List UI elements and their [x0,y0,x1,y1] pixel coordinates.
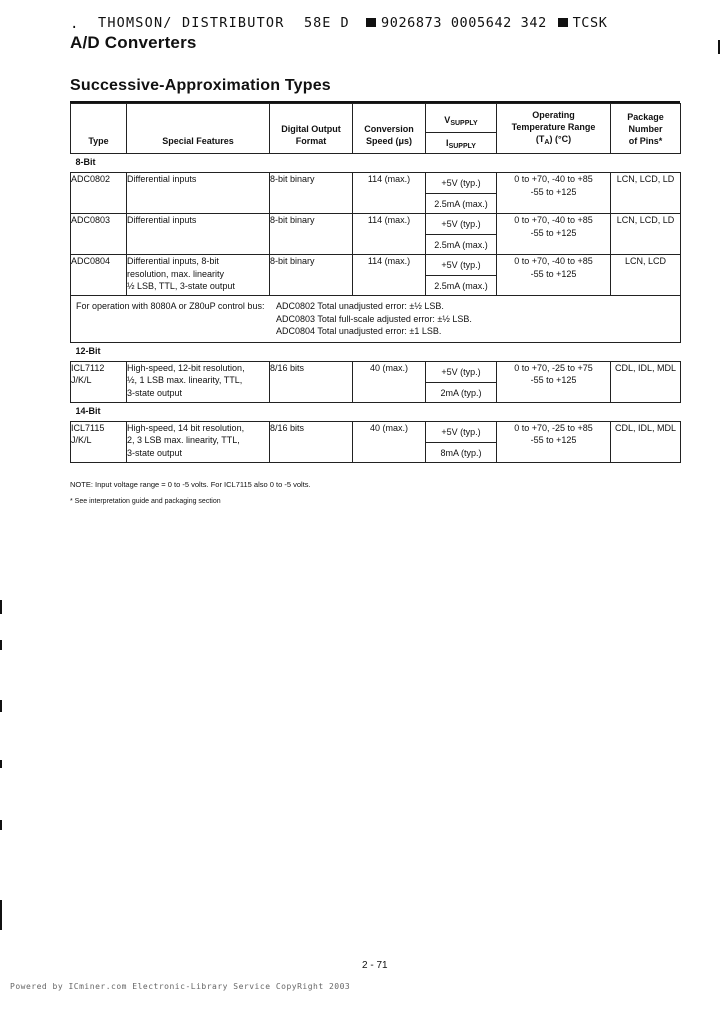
adc-spec-table [70,103,681,463]
cell-format: 8-bit binary [270,214,353,255]
scan-edge-mark [0,700,2,712]
group-row-8bit: 8-Bit [71,154,681,173]
cell-supply: +5V (typ.) 2.5mA (max.) [426,173,497,214]
col-format: Digital Output Format [270,104,353,154]
scan-edge-mark [0,600,2,614]
header-code: 58E D [304,15,350,31]
col-type: Type [71,104,127,154]
cell-package: LCN, LCD, LD [611,214,681,255]
page-subtitle: Successive-Approximation Types [70,77,331,94]
col-package: Package Number of Pins* [611,104,681,154]
cell-features: Differential inputs [127,173,270,214]
table-row [71,214,681,255]
cell-speed: 40 (max.) [353,421,426,462]
table-header-row [71,104,681,154]
scan-edge-mark [0,640,2,650]
cell-speed: 114 (max.) [353,173,426,214]
header-barcode [366,15,607,31]
cell-type: ICL7112 J/K/L [71,361,127,402]
cell-package: CDL, IDL, MDL [611,361,681,402]
col-features: Special Features [127,104,270,154]
cell-speed: 40 (max.) [353,361,426,402]
table-row [71,255,681,296]
cell-supply: +5V (typ.) 2.5mA (max.) [426,214,497,255]
cell-type: ADC0803 [71,214,127,255]
cell-features: High-speed, 14 bit resolution, 2, 3 LSB max. linearity, TTL, 3-state output [127,421,270,462]
cell-supply: +5V (typ.) 8mA (typ.) [426,421,497,462]
col-speed: Conversion Speed (μs) [353,104,426,154]
cell-format: 8/16 bits [270,421,353,462]
table-row [71,361,681,402]
group-row-14bit: 14-Bit [71,402,681,421]
cell-supply: +5V (typ.) 2.5mA (max.) [426,255,497,296]
cell-format: 8-bit binary [270,173,353,214]
cell-supply: +5V (typ.) 2mA (typ.) [426,361,497,402]
black-square-icon [558,18,568,27]
black-square-icon [366,18,376,27]
footnote: * See interpretation guide and packaging section [70,498,221,505]
cell-features: Differential inputs [127,214,270,255]
control-bus-note [71,296,681,343]
cell-format: 8-bit binary [270,255,353,296]
col-supply: $V_{SUPPLY}$ $I_{SUPPLY}$ [426,104,497,154]
cell-package: LCN, LCD [611,255,681,296]
control-bus-errors: ADC0802 Total unadjusted error: ±½ LSB. ADC0803 Total full-scale adjusted error: ±½ LSB. ADC0804 Total unadjusted error: ±1 LSB. [276,301,472,336]
barcode-suffix: TCSK [572,15,608,31]
cell-type: ADC0804 [71,255,127,296]
scan-edge-mark [0,760,2,768]
cell-temperature: 0 to +70, -25 to +85 -55 to +125 [497,421,611,462]
header-dot: . [70,16,79,32]
cell-type: ADC0802 [71,173,127,214]
cell-temperature: 0 to +70, -40 to +85 -55 to +125 [497,214,611,255]
scan-edge-mark [0,900,2,930]
section-title: A/D Converters [70,33,197,52]
cell-speed: 114 (max.) [353,214,426,255]
cell-features: High-speed, 12-bit resolution, ½, 1 LSB max. linearity, TTL, 3-state output [127,361,270,402]
scan-credit: Powered by ICminer.com Electronic-Library Service CopyRight 2003 [10,982,351,991]
group-row-12bit: 12-Bit [71,342,681,361]
barcode-text: 9026873 0005642 342 [381,15,547,31]
page-number: 2 - 71 [362,960,388,971]
cell-temperature: 0 to +70, -40 to +85 -55 to +125 [497,173,611,214]
cell-type: ICL7115 J/K/L [71,421,127,462]
cell-speed: 114 (max.) [353,255,426,296]
table-row [71,421,681,462]
cell-features: Differential inputs, 8-bit resolution, max. linearity ½ LSB, TTL, 3-state output [127,255,270,296]
cell-package: LCN, LCD, LD [611,173,681,214]
input-voltage-note: NOTE: Input voltage range = 0 to -5 volts. For ICL7115 also 0 to -5 volts. [70,480,311,489]
control-bus-label: For operation with 8080A or Z80uP control bus: [76,301,265,311]
table-row [71,173,681,214]
cell-temperature: 0 to +70, -40 to +85 -55 to +125 [497,255,611,296]
header-distributor: THOMSON/ DISTRIBUTOR [98,15,285,31]
scan-edge-mark [0,820,2,830]
cell-package: CDL, IDL, MDL [611,421,681,462]
cell-format: 8/16 bits [270,361,353,402]
col-temperature: Operating Temperature Range $(T_A)$ (°C) [497,104,611,154]
cell-temperature: 0 to +70, -25 to +75 -55 to +125 [497,361,611,402]
